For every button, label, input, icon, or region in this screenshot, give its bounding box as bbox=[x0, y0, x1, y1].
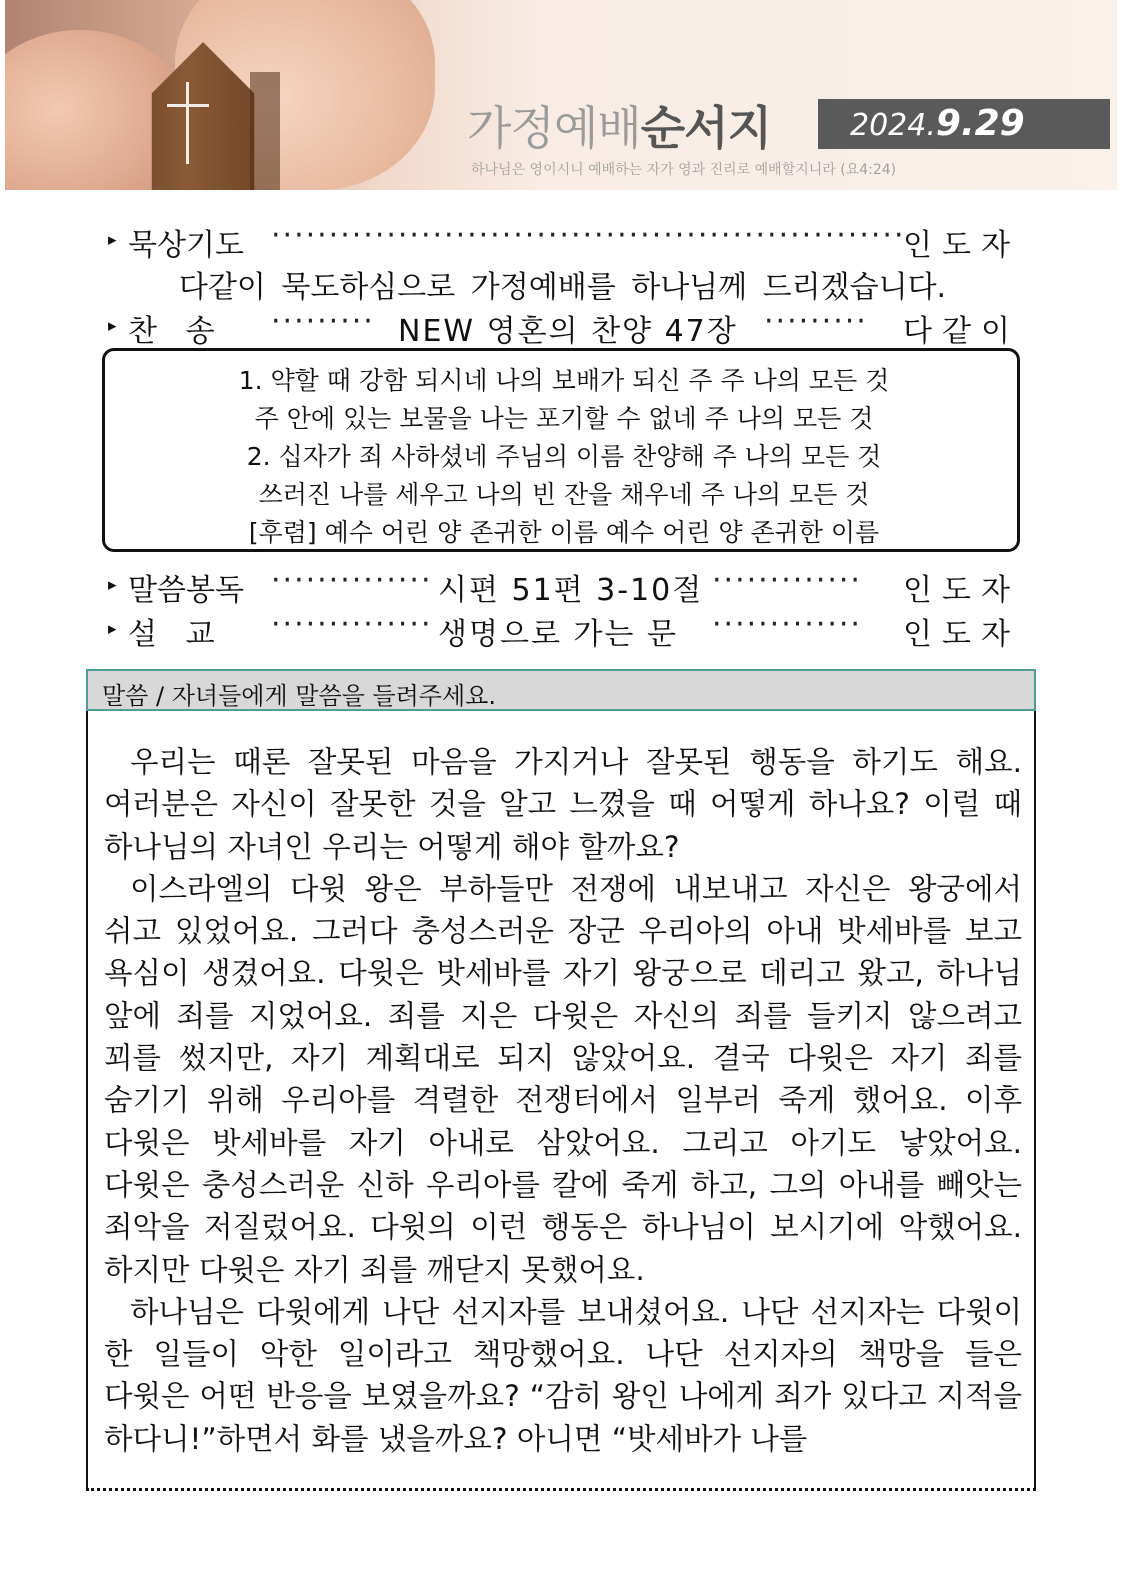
cross-icon bbox=[186, 82, 189, 164]
title-bold: 순서지 bbox=[640, 101, 772, 155]
order-label: 묵상기도 bbox=[128, 228, 244, 263]
cross-icon-bar bbox=[167, 104, 209, 107]
hymn-line: 쓰러진 나를 세우고 나의 빈 잔을 채우네 주 나의 모든 것 bbox=[258, 480, 870, 509]
hymn-line: 2. 십자가 죄 사하셨네 주님의 이름 찬양해 주 나의 모든 것 bbox=[246, 442, 882, 471]
sermon-title: 생명으로 가는 문 bbox=[438, 617, 678, 652]
sermon-body bbox=[104, 741, 1022, 1460]
header-banner bbox=[5, 0, 1117, 190]
service-date bbox=[850, 103, 1025, 144]
leader-dots: ······················································· bbox=[271, 218, 906, 253]
scripture-subtitle: 하나님은 영이시니 예배하는 자가 영과 진리로 예배할지니라 (요4:24) bbox=[471, 162, 897, 178]
triangle-bullet-icon: ▸ bbox=[108, 619, 117, 639]
leader-dots: ·············· bbox=[271, 563, 433, 598]
leader-dots: ········· bbox=[764, 304, 868, 339]
leader-dots: ·············· bbox=[271, 607, 433, 642]
order-row-prayer bbox=[108, 218, 1020, 263]
order-label: 찬 송 bbox=[128, 314, 215, 349]
sermon-heading: 말씀 / 자녀들에게 말씀을 들려주세요. bbox=[102, 682, 496, 710]
leader-dots: ············· bbox=[712, 563, 862, 598]
sermon-paragraph: 하나님은 다윗에게 나단 선지자를 보내셨어요. 나단 선지자는 다윗이 한 일들이 악한 일이라고 책망했어요. 나단 선지자의 책망을 들은 다윗은 어떤 반응을 보였을까요? “감히 왕인 나에게 죄가 있다고 지적을 하다니!”하면서 화를 냈을까요? 아니면 “밧세바가 나를 bbox=[104, 1294, 1022, 1456]
hymn-line: [후렴] 예수 어린 양 존귀한 이름 예수 어린 양 존귀한 이름 bbox=[248, 518, 880, 547]
order-leader: 다같이 bbox=[903, 314, 1020, 349]
order-row-sermon bbox=[108, 607, 1020, 652]
date-year: 2024. bbox=[850, 108, 936, 143]
sermon-heading-bar bbox=[86, 669, 1036, 711]
intro-text: 다같이 묵도하심으로 가정예배를 하나님께 드리겠습니다. bbox=[178, 270, 947, 305]
sermon-paragraph: 우리는 때론 잘못된 마음을 가지거나 잘못된 행동을 하기도 해요. 여러분은 자신이 잘못한 것을 알고 느꼈을 때 어떻게 하나요? 이럴 때 하나님의 자녀인 우리는 어떻게 해야 할까요? bbox=[104, 745, 1022, 864]
title-light: 가정예배 bbox=[467, 101, 641, 155]
sermon-paragraph: 이스라엘의 다윗 왕은 부하들만 전쟁에 내보내고 자신은 왕궁에서 쉬고 있었어요. 그러다 충성스러운 장군 우리아의 아내 밧세바를 보고 욕심이 생겼어요. 다윗은 밧세바를 자기 왕궁으로 데리고 왔고, 하나님 앞에 죄를 지었어요. 죄를 지은 다윗은 자신의 죄를 들키지 않으려고 꾀를 썼지만, 자기 계획대로 되지 않았어요. 결국 다윗은 자기 죄를 숨기기 위해 우리아를 격렬한 전쟁터에서 일부러 죽게 했어요. 이후 다윗은 밧세바를 자기 아내로 삼았어요. 그리고 아기도 낳았어요. 다윗은 충성스러운 신하 우리아를 칼에 죽게 하고, 그의 아내를 빼앗는 죄악을 저질렀어요. 다윗의 이런 행동은 하나님이 보시기에 악했어요. 하지만 다윗은 자기 죄를 깨닫지 못했어요. bbox=[104, 871, 1022, 1287]
date-month-day: 9.29 bbox=[935, 103, 1025, 144]
order-leader: 인도자 bbox=[903, 228, 1020, 263]
scripture-reference: 시편 51편 3-10절 bbox=[438, 573, 704, 608]
triangle-bullet-icon: ▸ bbox=[108, 316, 117, 336]
hymn-lyrics-box bbox=[102, 348, 1020, 552]
order-row-hymn bbox=[108, 304, 1020, 349]
house-shadow bbox=[250, 72, 280, 190]
triangle-bullet-icon: ▸ bbox=[108, 230, 117, 250]
order-label: 설 교 bbox=[128, 617, 215, 652]
hymn-line: 주 안에 있는 보물을 나는 포기할 수 없네 주 나의 모든 것 bbox=[254, 404, 874, 433]
order-leader: 인도자 bbox=[903, 573, 1020, 608]
hymn-title: NEW 영혼의 찬양 47장 bbox=[398, 314, 738, 349]
order-label: 말씀봉독 bbox=[128, 573, 244, 608]
leader-dots: ········· bbox=[271, 304, 375, 339]
sermon-box bbox=[86, 669, 1036, 1491]
leader-dots: ············· bbox=[712, 607, 862, 642]
hymn-line: 1. 약할 때 강함 되시네 나의 보배가 되신 주 주 나의 모든 것 bbox=[238, 366, 890, 395]
page-title bbox=[467, 92, 771, 158]
order-row-reading bbox=[108, 563, 1020, 608]
triangle-bullet-icon: ▸ bbox=[108, 575, 117, 595]
order-leader: 인도자 bbox=[903, 617, 1020, 652]
